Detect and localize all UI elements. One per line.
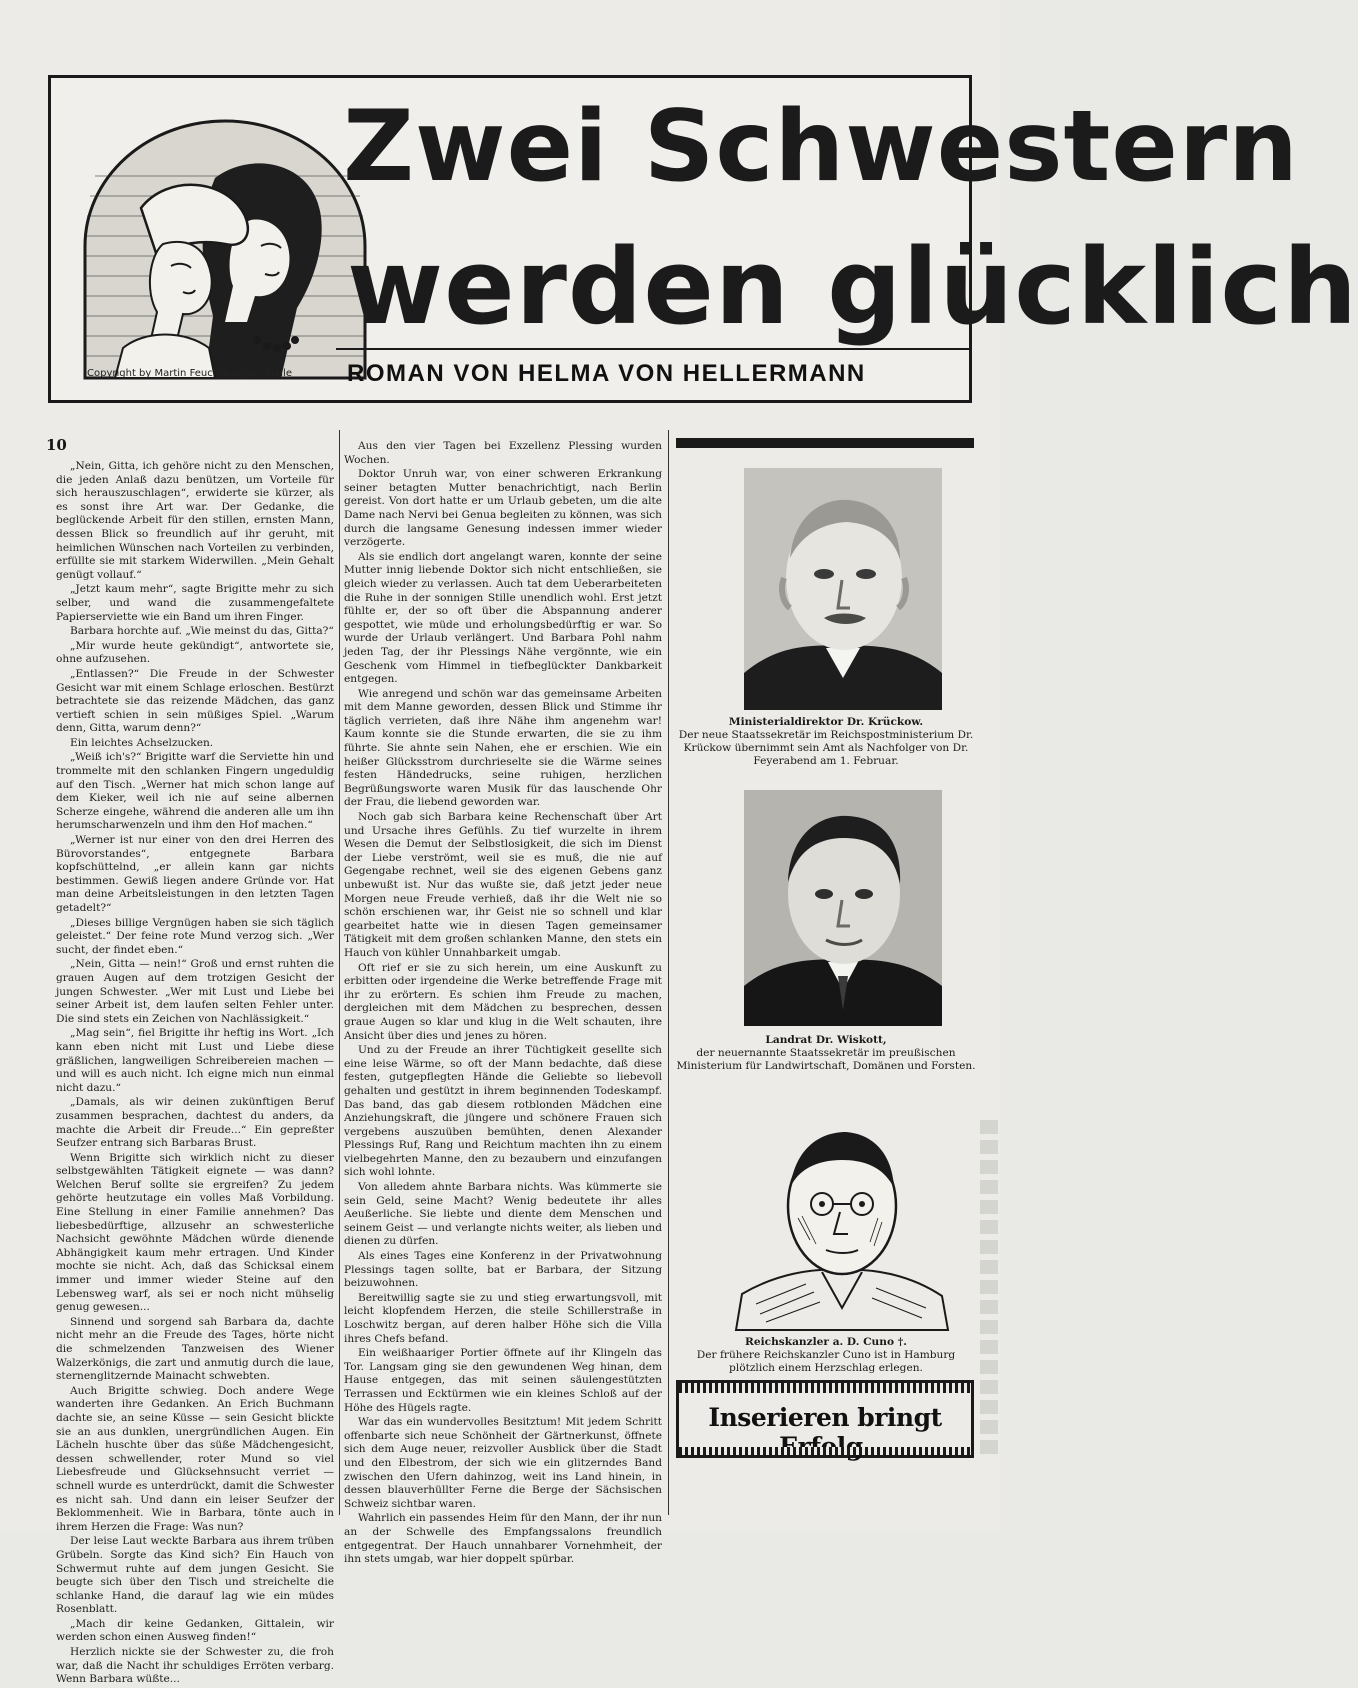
paragraph: Wenn Brigitte sich wirklich nicht zu dieser selbstgewählten Tätigkeit eignete — was dann? Welchen Beruf sollte sie ergreifen? Zu jedem gehörte heutzutage ein volles Maß Vorbildung. Eine Stellung in einer Familie annehmen? Das liebesbedürftige, allzusehr an schwesterliche Nachsicht gewöhnte Mädchen würde dienende Abhängigkeit kaum mehr ertragen. Und Kinder mochte sie nicht. Ach, daß das Schicksal einem immer und immer wieder Steine auf den Lebensweg warf, als sei er noch nicht mühselig genug gewesen... (56, 1151, 334, 1314)
paragraph: Barbara horchte auf. „Wie meinst du das, Gitta?“ (70, 625, 334, 638)
portrait-photo-wiskott (744, 790, 942, 1026)
column-2 (344, 440, 662, 1568)
paragraph: „Dieses billige Vergnügen haben sie sich täglich geleistet.“ Der feine rote Mund verzog sich. „Wer sucht, der findet eben.“ (56, 916, 334, 956)
paragraph: Als sie endlich dort angelangt waren, konnte der seine Mutter innig liebende Doktor sich nicht entschließen, sie gleich wieder zu verlassen. Auch tat dem Ueberarbeiteten die Ruhe in der sonnigen Stille unendlich wohl. Erst jetzt fühlte er, der so oft über die Abspannung anderer gespottet, wie müde und erholungsbedürftig er war. So wurde der Urlaub verlängert. Und Barbara Pohl nahm jeden Tag, der ihr Plessings Nähe vergönnte, wie ein Geschenk vom Himmel in tiefbeglückter Dankbarkeit entgegen. (344, 550, 662, 686)
caption-wiskott (676, 1034, 976, 1073)
paragraph: „Mag sein“, fiel Brigitte ihr heftig ins Wort. „Ich kann eben nicht mit Lust und Liebe diese gräßlichen, langweiligen Schreibereien machen — und will es auch nicht. Ich eigne mich nun einmal nicht dazu.“ (56, 1027, 334, 1094)
banner-rule (336, 348, 970, 350)
paragraph: Bereitwillig sagte sie zu und stieg erwartungsvoll, mit leicht klopfendem Herzen, die steile Schillerstraße in Loschwitz bergan, auf deren halber Höhe sich die Villa ihres Chefs befand. (344, 1291, 662, 1345)
paragraph: „Damals, als wir deinen zukünftigen Beruf zusammen besprachen, dachtest du anders, da machte die Arbeit dir Freude...“ Ein gepreßter Seufzer entrang sich Barbaras Brust. (56, 1096, 334, 1150)
paragraph: Herzlich nickte sie der Schwester zu, die froh war, daß die Nacht ihr schuldiges Erröten verbarg. Wenn Barbara wüßte... (56, 1646, 334, 1686)
paragraph: Oft rief er sie zu sich herein, um eine Auskunft zu erbitten oder irgendeine die Werke betreffende Frage mit ihr zu erörtern. Es schien ihm Freude zu machen, dergleichen mit dem Mädchen zu besprechen, dessen graue Augen so klar und klug in die Welt schauten, ihre Ansicht über dies und jenes zu hören. (344, 961, 662, 1042)
paragraph: Auch Brigitte schwieg. Doch andere Wege wanderten ihre Gedanken. An Erich Buchmann dachte sie, an seine Küsse — sein Gesicht blickte sie an aus dunklen, unergründlichen Augen. Ein Lächeln huschte über das süße Mädchengesicht, dessen schwellender, roter Mund so viel Liebesfreude und Glücksehnsucht verriet — schnell wurde es unterdrückt, damit die Schwester es nicht sah. Und dann ein leiser Seufzer der Beklommenheit. Wie in Barbara, tönte auch in ihrem Herzen die Frage: Was nun? (56, 1384, 334, 1533)
bleed-through-text (980, 1120, 998, 1460)
copyright-note: Copyright by Martin Feuchtwanger, Halle (87, 368, 292, 379)
ad-border-pattern (679, 1447, 971, 1455)
caption-text: der neuernannte Staatssekretär im preußischen Ministerium für Landwirtschaft, Domänen und Forsten. (676, 1047, 976, 1072)
paragraph: Sinnend und sorgend sah Barbara da, dachte nicht mehr an die Freude des Tages, hörte nicht die schmelzenden Tanzweisen des Wiener Walzerkönigs, die zart und anmutig durch die laue, sternenglitzernde Mainacht schwebten. (56, 1315, 334, 1383)
paragraph: „Nein, Gitta, ich gehöre nicht zu den Menschen, die jeden Anlaß dazu benützen, um Vorteile für sich herauszuschlagen“, erwiderte sie kürzer, als es sonst ihre Art war. Der Gedanke, die beglückende Arbeit für den stillen, ernsten Mann, dessen Blick so freundlich auf ihr geruht, mit heimlichen Wünschen nach Vorteilen zu verbinden, erfüllte sie mit starkem Widerwillen. „Mein Gehalt genügt vollauf.“ (56, 460, 334, 581)
advertisement-box (676, 1380, 974, 1458)
paragraph: Ein weißhaariger Portier öffnete auf ihr Klingeln das Tor. Langsam ging sie den gewundenen Weg hinan, dem Hause entgegen, das mit seinen säulengestützten Terrassen und Ecktürmen wie ein kleines Schloß auf der Höhe des Hügels ragte. (344, 1347, 662, 1414)
caption-krueckow (676, 716, 976, 768)
caption-cuno (676, 1336, 976, 1375)
banner-title-line1: Zwei Schwestern (343, 90, 1299, 204)
column-divider (339, 430, 340, 1515)
paragraph: Wie anregend und schön war das gemeinsame Arbeiten mit dem Manne geworden, dessen Blick und Stimme ihr täglich verrieten, daß ihre Nähe ihm angenehm war! Kaum konnte sie die Stunde erwarten, die sie zu ihm führte. Sie ahnte sein Nahen, ehe er erschien. Wie ein heißer Glücksstrom durchrieselte sie die Wärme seines festen Händedrucks, seine ruhigen, herzlichen Begrüßungsworte waren Musik für das lauschende Ohr der Frau, die liebend geworden war. (344, 687, 662, 809)
paragraph: „Entlassen?“ Die Freude in der Schwester Gesicht war mit einem Schlage erloschen. Bestürzt betrachtete sie das reizende Mädchen, das ganz vertieft schien in sein müßiges Spiel. „Warum denn, Gitta, warum denn?“ (56, 667, 334, 735)
paragraph: Noch gab sich Barbara keine Rechenschaft über Art und Ursache ihres Gefühls. Zu tief wurzelte in ihrem Wesen die Demut der Selbstlosigkeit, die sich im Dienst der Liebe verströmt, weil sie es muß, die nie auf Gegengabe rechnet, weil sie des eigenen Gebens ganz unbewußt ist. Nur das wußte sie, daß jetzt jeder neue Morgen neue Freude verhieß, daß ihr die Welt nie so schön erschienen war, ihr Geist nie so schnell und klar gearbeitet hatte wie in diesen Tagen gemeinsamer Tätigkeit mit dem großen schlanken Manne, den stets ein Hauch von kühler Unnahbarkeit umgab. (344, 811, 662, 959)
paragraph: War das ein wundervolles Besitztum! Mit jedem Schritt offenbarte sich neue Schönheit der Gärtnerkunst, öffnete sich dem Auge neuer, reizvoller Ausblick über die Stadt und den Elbestrom, der sich wie ein glitzerndes Band zwischen den Ufern dahinzog, weit ins Land hinein, in dessen blauverhüllter Ferne die Berge der Sächsischen Schweiz sichtbar waren. (344, 1416, 662, 1510)
novel-banner (48, 75, 1358, 403)
banner-subtitle: ROMAN VON HELMA VON HELLERMANN (347, 360, 866, 387)
paragraph: „Nein, Gitta — nein!“ Groß und ernst ruhten die grauen Augen auf dem trotzigen Gesicht der jungen Schwester. „Wer mit Lust und Liebe bei seiner Arbeit ist, dem laufen selten Fehler unter. Die sind stets ein Zeichen von Nachlässigkeit.“ (56, 958, 334, 1025)
caption-text: Der neue Staatssekretär im Reichspostministerium Dr. Krückow übernimmt sein Amt als Nachfolger von Dr. Feyerabend am 1. Februar. (678, 729, 974, 767)
paragraph: „Jetzt kaum mehr“, sagte Brigitte mehr zu sich selber, und wand die zusammengefaltete Papierserviette wie ein Band um ihren Finger. (56, 583, 334, 623)
paragraph: Ein leichtes Achselzucken. (70, 736, 214, 749)
advertisement-text: Inserieren bringt (708, 1403, 942, 1432)
ad-border-pattern (679, 1383, 971, 1393)
paragraph: „Mir wurde heute gekündigt“, antwortete sie, ohne aufzusehen. (56, 639, 334, 666)
chapter-number: 10 (46, 436, 67, 454)
paragraph: „Mach dir keine Gedanken, Gittalein, wir werden schon einen Ausweg finden!“ (56, 1617, 334, 1644)
banner-title-line2: werden glücklich (347, 226, 1358, 348)
portrait-photo-krueckow (744, 468, 942, 710)
two-women-illustration (75, 116, 375, 378)
paragraph: Doktor Unruh war, von einer schweren Erkrankung seiner betagten Mutter benachrichtigt, nach Berlin gereist. Von dort hatte er um Urlaub gebeten, um die alte Dame nach Nervi bei Genua begleiten zu können, was sich durch die langsame Genesung indessen immer wieder verzögerte. (344, 468, 662, 549)
paragraph: Von alledem ahnte Barbara nichts. Was kümmerte sie sein Geld, seine Macht? Wenig bedeutete ihr alles Aeußerliche. Sie liebte und diente dem Menschen und seinem Geist — und verlangte nichts weiter, als lieben und dienen zu dürfen. (344, 1181, 662, 1248)
paragraph: „Weiß ich's?“ Brigitte warf die Serviette hin und trommelte mit den schlanken Fingern ungeduldig auf den Tisch. „Werner hat mich schon lange auf dem Kieker, weil ich nie auf seine albernen Scherze eingehe, während die anderen alle um ihn herumscharwenzeln und ihm den Hof machen.“ (56, 751, 334, 832)
caption-name: Ministerialdirektor Dr. Krückow. (728, 716, 924, 728)
paragraph: Aus den vier Tagen bei Exzellenz Plessing wurden Wochen. (344, 440, 662, 466)
paragraph: Der leise Laut weckte Barbara aus ihrem trüben Grübeln. Sorgte das Kind sich? Ein Hauch von Schwermut ruhte auf dem jungen Gesicht. Sie beugte sich über den Tisch und streichelte die schlanke Hand, die darauf lag wie ein müdes Rosenblatt. (56, 1535, 334, 1616)
column-divider (668, 430, 669, 1515)
column-3-header-bar (676, 438, 974, 448)
column-1 (56, 460, 334, 1688)
paragraph: Als eines Tages eine Konferenz in der Privatwohnung Plessings tagen sollte, bat er Barbara, der Sitzung beizuwohnen. (344, 1250, 662, 1290)
paragraph: Und zu der Freude an ihrer Tüchtigkeit gesellte sich eine leise Wärme, so oft der Mann bedachte, daß diese festen, gutgepflegten Hände die Geliebte so liebevoll gehalten und gestützt in ihrem beginnenden Todeskampf. Das band, das gab diesem rotblonden Mädchen eine Anziehungskraft, die jüngere und schönere Frauen sich vergebens auszuüben bemühten, denen Alexander Plessings Ruf, Rang und Reichtum machten ihn zu einem vielbegehrten Manne, den zu bezaubern und einzufangen sich wohl lohnte. (344, 1044, 662, 1179)
portrait-drawing-cuno (736, 1108, 948, 1330)
caption-text: Der frühere Reichskanzler Cuno ist in Hamburg plötzlich einem Herzschlag erlegen. (696, 1349, 956, 1374)
caption-name: Reichskanzler a. D. Cuno †. (745, 1336, 907, 1348)
paragraph: Wahrlich ein passendes Heim für den Mann, der ihr nun an der Schwelle des Empfangssalons freundlich entgegentrat. Der Hauch unnahbarer Vornehmheit, der ihn stets umgab, war hier doppelt spürbar. (344, 1512, 662, 1566)
paragraph: „Werner ist nur einer von den drei Herren des Bürovorstandes“, entgegnete Barbara kopfschüttelnd, „er allein kann gar nichts bestimmen. Gewiß liegen andere Gründe vor. Hat man deine Arbeitsleistungen in den letzten Tagen getadelt?“ (56, 834, 334, 914)
caption-name: Landrat Dr. Wiskott, (765, 1034, 887, 1046)
